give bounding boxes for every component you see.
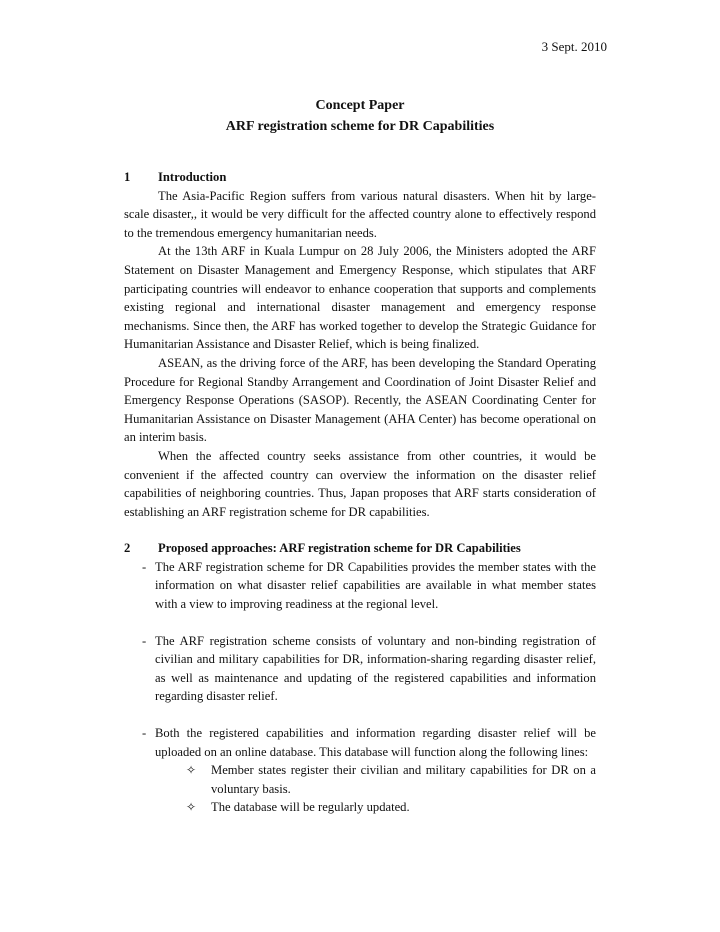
sub-item-text: Member states register their civilian and military capabilities for DR on a voluntary basis. xyxy=(211,763,596,796)
section-2-number: 2 xyxy=(124,541,131,556)
section-1-heading xyxy=(124,168,596,187)
section-2-item-2 xyxy=(124,632,596,706)
document-title: Concept Paper xyxy=(315,98,405,113)
section-2-item-text: Both the registered capabilities and information regarding disaster relief will be uploaded on an online database. This database will function along the following lines: xyxy=(155,726,596,759)
section-2-item-text: The ARF registration scheme for DR Capabilities provides the member states with the information on what disaster relief capabilities are available in what member states with a view to improving readiness at the regional level. xyxy=(155,559,596,612)
diamond-bullet-icon: ✧ xyxy=(186,763,197,778)
section-2-item-3 xyxy=(124,724,596,761)
section-2-item-1 xyxy=(124,558,596,614)
title-block xyxy=(0,95,720,137)
section-1-paragraph-4: When the affected country seeks assistance from other countries, it would be convenient if the affected country can overview the information on the disaster relief capabilities of neighboring countries. Thus, Japan proposes that ARF starts consideration of establishing an ARF registration scheme for DR capabilities. xyxy=(124,448,596,519)
section-2-item-text: The ARF registration scheme consists of voluntary and non-binding registration of civilian and military capabilities for DR, information-sharing regarding disaster relief, as well as maintenance and updating of the registered capabilities and information regarding disaster relief. xyxy=(155,633,596,704)
diamond-bullet-icon: ✧ xyxy=(186,800,197,815)
section-2-heading xyxy=(124,539,596,558)
document-subtitle: ARF registration scheme for DR Capabilities xyxy=(225,119,495,134)
section-1-number: 1 xyxy=(124,170,131,184)
section-1-title: Introduction xyxy=(158,170,227,184)
section-1-paragraph-3: ASEAN, as the driving force of the ARF, has been developing the Standard Operating Procedure for Regional Standby Arrangement and Coordination of Joint Disaster Relief and Emergency Response Operations (SASOP). Recently, the ASEAN Coordinating Center for Humanitarian Assistance on Disaster Management (AHA Center) has become operational on an interim basis. xyxy=(124,355,596,445)
document-body xyxy=(124,168,596,817)
section-2-title: Proposed approaches: ARF registration scheme for DR Capabilities xyxy=(158,541,521,556)
sub-item-1 xyxy=(124,761,596,798)
section-1-paragraph-2: At the 13th ARF in Kuala Lumpur on 28 July 2006, the Ministers adopted the ARF Statement on Disaster Management and Emergency Response, which stipulates that ARF participating countries will endeavor to enhance cooperation that supports and complements existing regional and international disaster management and emergency response mechanisms. Since then, the ARF has worked together to develop the Strategic Guidance for Humanitarian Assistance and Disaster Relief, which is being finalized. xyxy=(124,244,596,352)
sub-item-2 xyxy=(124,798,596,817)
dash-bullet: - xyxy=(142,633,147,648)
dash-bullet: - xyxy=(142,726,147,741)
dash-bullet: - xyxy=(142,559,147,574)
sub-item-text: The database will be regularly updated. xyxy=(211,800,410,815)
section-1-paragraph-1: The Asia-Pacific Region suffers from various natural disasters. When hit by large-scale disaster,, it would be very difficult for the affected country alone to effectively respond to the tremendous emergency humanitarian needs. xyxy=(124,188,596,240)
document-date: 3 Sept. 2010 xyxy=(541,39,607,54)
